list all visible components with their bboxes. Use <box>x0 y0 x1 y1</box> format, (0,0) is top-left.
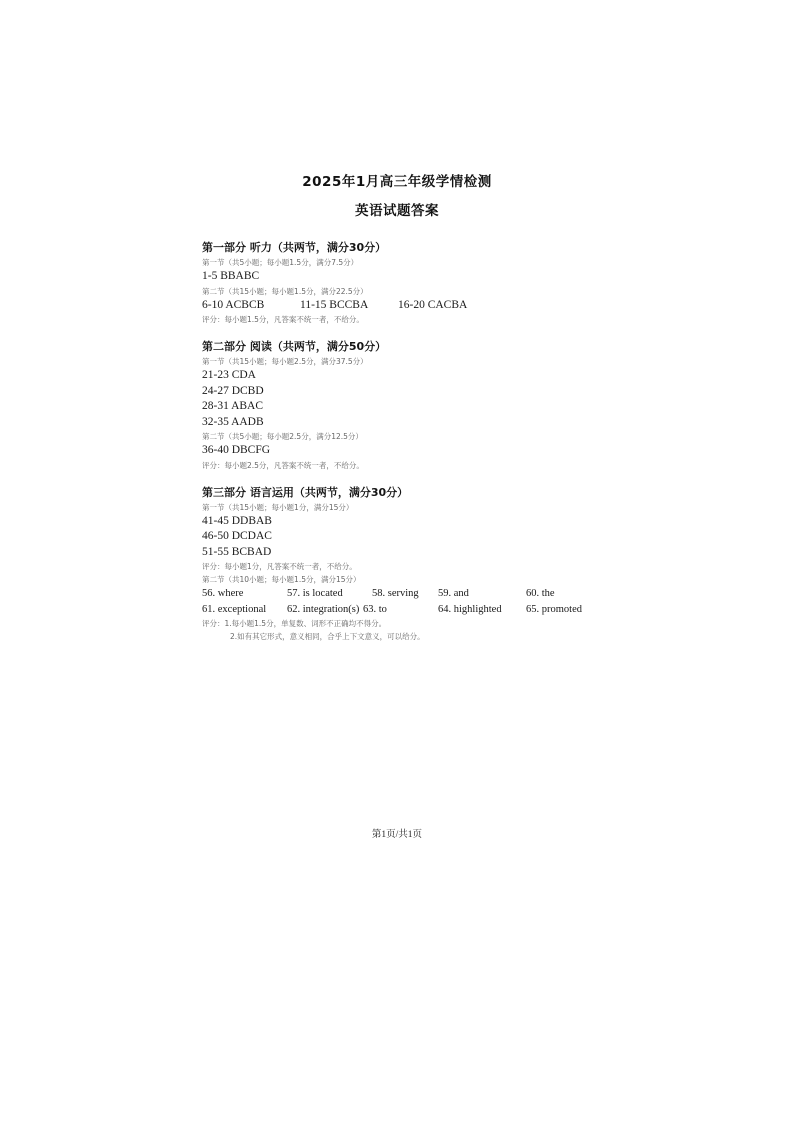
fill-answer: 61. exceptional <box>202 603 267 615</box>
part3-scoring-note-2: 2.如有其它形式，意义相同，合乎上下文意义，可以给分。 <box>230 632 425 641</box>
fill-answer: 56. where <box>202 588 244 599</box>
part1-sec1-answers: 1-5 BBABC <box>202 270 260 282</box>
part1-scoring-note: 评分：每小题1.5分，凡答案不统一者，不给分。 <box>202 315 364 324</box>
answer-group: 46-50 DCDAC <box>202 530 272 542</box>
part2-scoring-note: 评分：每小题2.5分，凡答案不统一者，不给分。 <box>202 460 364 470</box>
answer-group: 41-45 DDBAB <box>202 514 272 527</box>
part3-heading: 第三部分 语言运用（共两节，满分30分） <box>202 485 409 499</box>
part2-sec2-note: 第二节（共5小题；每小题2.5分，满分12.5分） <box>202 432 363 441</box>
fill-answer: 58. serving <box>372 588 419 599</box>
answer-group: 11-15 BCCBA <box>300 298 369 311</box>
answer-group: 21-23 CDA <box>202 369 256 381</box>
answer-group: 6-10 ACBCB <box>202 298 265 311</box>
part3-sec1-note: 第一节（共15小题；每小题1分，满分15分） <box>202 502 354 512</box>
answer-group: 28-31 ABAC <box>202 400 264 412</box>
part1-sec2-note: 第二节（共15小题；每小题1.5分，满分22.5分） <box>202 286 368 296</box>
page-footer: 第1页/共1页 <box>371 830 423 840</box>
fill-answer: 57. is located <box>287 588 343 599</box>
answer-group: 16-20 CACBA <box>398 298 468 311</box>
document-subtitle: 英语试题答案 <box>355 203 439 219</box>
part2-sec2-answers: 36-40 DBCFG <box>202 444 271 456</box>
answer-group: 24-27 DCBD <box>202 384 264 397</box>
part1-sec2-answers <box>202 298 602 314</box>
part2-sec1-note: 第一节（共15小题；每小题2.5分，满分37.5分） <box>202 357 368 366</box>
fill-answer: 65. promoted <box>526 603 582 615</box>
answer-group: 32-35 AADB <box>202 415 264 428</box>
part3-language-use <box>202 485 602 644</box>
part1-listening <box>202 240 602 326</box>
fill-answer: 64. highlighted <box>438 603 502 615</box>
part1-sec1-note: 第一节（共5小题；每小题1.5分，满分7.5分） <box>202 258 359 267</box>
fill-answer: 62. integration(s) <box>287 603 360 615</box>
fill-answer: 60. the <box>526 588 555 599</box>
fill-answer: 63. to <box>363 603 387 615</box>
part3-scoring-note-1: 评分：1.每小题1.5分，单复数、词形不正确均不得分。 <box>202 619 387 628</box>
fill-answers-row-1 <box>202 586 602 602</box>
part2-heading: 第二部分 阅读（共两节，满分50分） <box>202 340 387 353</box>
fill-answer: 59. and <box>438 588 469 599</box>
document-title: 2025年1月高三年级学情检测 <box>302 174 492 190</box>
part3-sec2-note: 第二节（共10小题；每小题1.5分，满分15分） <box>202 575 361 584</box>
part3-sec1-scoring: 评分：每小题1分，凡答案不统一者，不给分。 <box>202 562 357 571</box>
part1-heading: 第一部分 听力（共两节，满分30分） <box>202 241 387 254</box>
answer-content <box>202 240 602 656</box>
fill-answers-row-2 <box>202 602 602 618</box>
part2-reading <box>202 339 602 472</box>
answer-group: 51-55 BCBAD <box>202 545 272 558</box>
